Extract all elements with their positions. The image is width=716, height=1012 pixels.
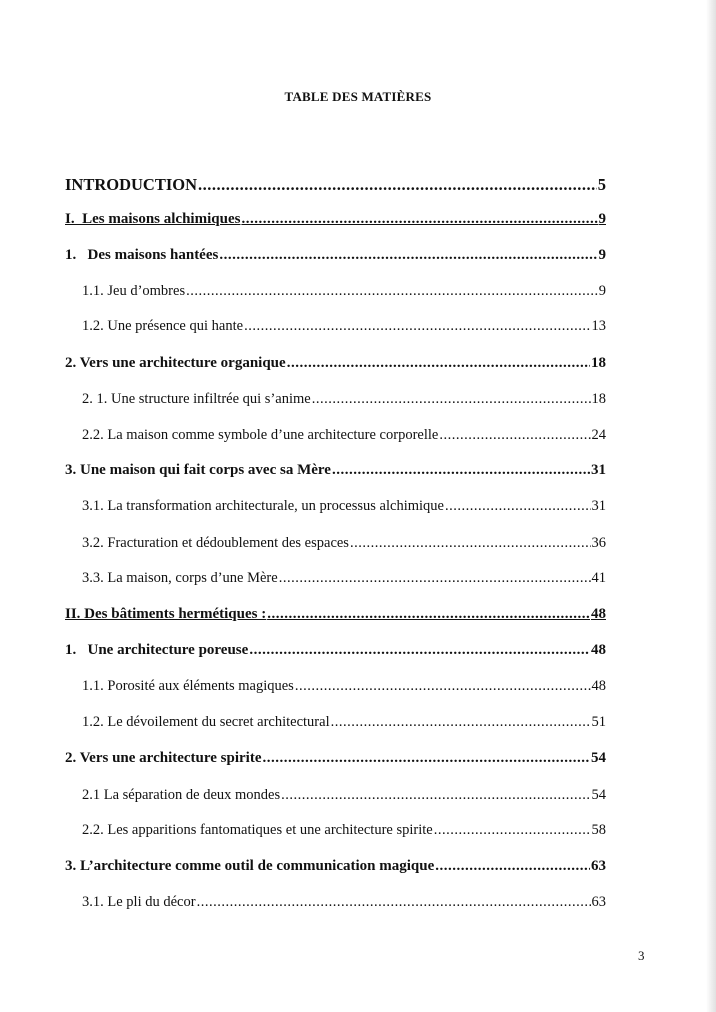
dot-leader: [244, 318, 590, 335]
toc-entry-chapter[interactable]: [65, 462, 606, 479]
toc-entry-label: 1.1. Jeu d’ombres: [82, 283, 186, 299]
page-title: TABLE DES MATIÈRES: [284, 89, 432, 104]
dot-leader: [439, 427, 590, 444]
toc-entry-chapter[interactable]: [65, 858, 606, 875]
toc-entry-section[interactable]: [82, 787, 606, 804]
toc-entry-section[interactable]: [82, 498, 606, 515]
toc-entry-chapter[interactable]: [65, 642, 606, 659]
dot-leader: [435, 858, 590, 875]
toc-entry-page: 18: [591, 355, 606, 371]
toc-entry-section[interactable]: [82, 318, 606, 335]
toc-entry-label: 3. Une maison qui fait corps avec sa Mère: [65, 462, 331, 478]
dot-leader: [279, 570, 591, 587]
toc-entry-label: 1. Une architecture poreuse: [65, 642, 249, 658]
toc-entry-page: 54: [591, 787, 606, 803]
toc-entry-section[interactable]: [82, 714, 606, 731]
toc-entry-label: 2. 1. Une structure infiltrée qui s’anime: [82, 391, 311, 407]
dot-leader: [198, 175, 597, 195]
dot-leader: [331, 714, 591, 731]
dot-leader: [197, 894, 591, 911]
toc-entry-page: 13: [591, 318, 606, 334]
toc-entry-page: 51: [591, 714, 606, 730]
dot-leader: [332, 462, 590, 479]
toc-entry-page: 48: [591, 642, 606, 658]
toc-entry-introduction[interactable]: [65, 175, 606, 195]
toc-entry-label: 2.2. Les apparitions fantomatiques et une architecture spirite: [82, 822, 433, 838]
toc-entry-label: 2.1 La séparation de deux mondes: [82, 787, 281, 803]
toc-entry-label: 1.1. Porosité aux éléments magiques: [82, 678, 294, 694]
toc-entry-page: 31: [591, 462, 606, 478]
toc-entry-page: 5: [597, 175, 606, 194]
dot-leader: [186, 283, 598, 300]
dot-leader: [249, 642, 590, 659]
toc-entry-section[interactable]: [82, 283, 606, 300]
toc-entry-chapter[interactable]: [65, 247, 606, 264]
toc-entry-page: 18: [591, 391, 606, 407]
toc-entry-page: 54: [591, 750, 606, 766]
toc-entry-label: 3. L’architecture comme outil de communication magique: [65, 858, 435, 874]
toc-entry-chapter[interactable]: [65, 355, 606, 372]
toc-entry-page: 48: [591, 606, 606, 622]
toc-entry-label: 3.1. Le pli du décor: [82, 894, 196, 910]
toc-entry-label: II. Des bâtiments hermétiques :: [65, 606, 267, 622]
toc-entry-label: 2. Vers une architecture organique: [65, 355, 286, 371]
toc-entry-label: 3.2. Fracturation et dédoublement des espaces: [82, 535, 349, 551]
toc-entry-page: 63: [591, 894, 606, 910]
dot-leader: [241, 211, 597, 228]
toc-entry-label: I. Les maisons alchimiques: [65, 211, 241, 227]
dot-leader: [350, 535, 591, 552]
toc-entry-label: 1. Des maisons hantées: [65, 247, 219, 263]
dot-leader: [263, 750, 590, 767]
toc-entry-page: 31: [591, 498, 606, 514]
toc-entry-page: 24: [591, 427, 606, 443]
dot-leader: [445, 498, 591, 515]
toc-entry-section[interactable]: [82, 427, 606, 444]
toc-entry-part-2[interactable]: [65, 606, 606, 623]
toc-entry-page: 41: [591, 570, 606, 586]
toc-entry-section[interactable]: [82, 822, 606, 839]
dot-leader: [295, 678, 591, 695]
toc-entry-part-1[interactable]: [65, 211, 606, 228]
toc-entry-label: 1.2. Le dévoilement du secret architectural: [82, 714, 330, 730]
toc-entry-label: 3.1. La transformation architecturale, un processus alchimique: [82, 498, 444, 514]
toc-entry-label: 2.2. La maison comme symbole d’une architecture corporelle: [82, 427, 439, 443]
toc-entry-section[interactable]: [82, 894, 606, 911]
toc-entry-page: 9: [598, 247, 606, 263]
toc-entry-label: INTRODUCTION: [65, 175, 198, 194]
dot-leader: [434, 822, 591, 839]
toc-entry-page: 48: [591, 678, 606, 694]
toc-entry-page: 9: [598, 211, 606, 227]
dot-leader: [219, 247, 597, 264]
toc-entry-section[interactable]: [82, 570, 606, 587]
dot-leader: [287, 355, 590, 372]
dot-leader: [281, 787, 590, 804]
toc-entry-section[interactable]: [82, 678, 606, 695]
toc-entry-page: 36: [591, 535, 606, 551]
toc-entry-label: 2. Vers une architecture spirite: [65, 750, 262, 766]
toc-entry-label: 3.3. La maison, corps d’une Mère: [82, 570, 278, 586]
toc-entry-chapter[interactable]: [65, 750, 606, 767]
page-number: 3: [638, 948, 645, 963]
dot-leader: [312, 391, 591, 408]
toc-entry-section[interactable]: [82, 535, 606, 552]
toc-entry-label: 1.2. Une présence qui hante: [82, 318, 244, 334]
toc-entry-page: 63: [591, 858, 606, 874]
toc-entry-section[interactable]: [82, 391, 606, 408]
toc-entry-page: 58: [591, 822, 606, 838]
toc-entry-page: 9: [598, 283, 606, 299]
dot-leader: [267, 606, 590, 623]
